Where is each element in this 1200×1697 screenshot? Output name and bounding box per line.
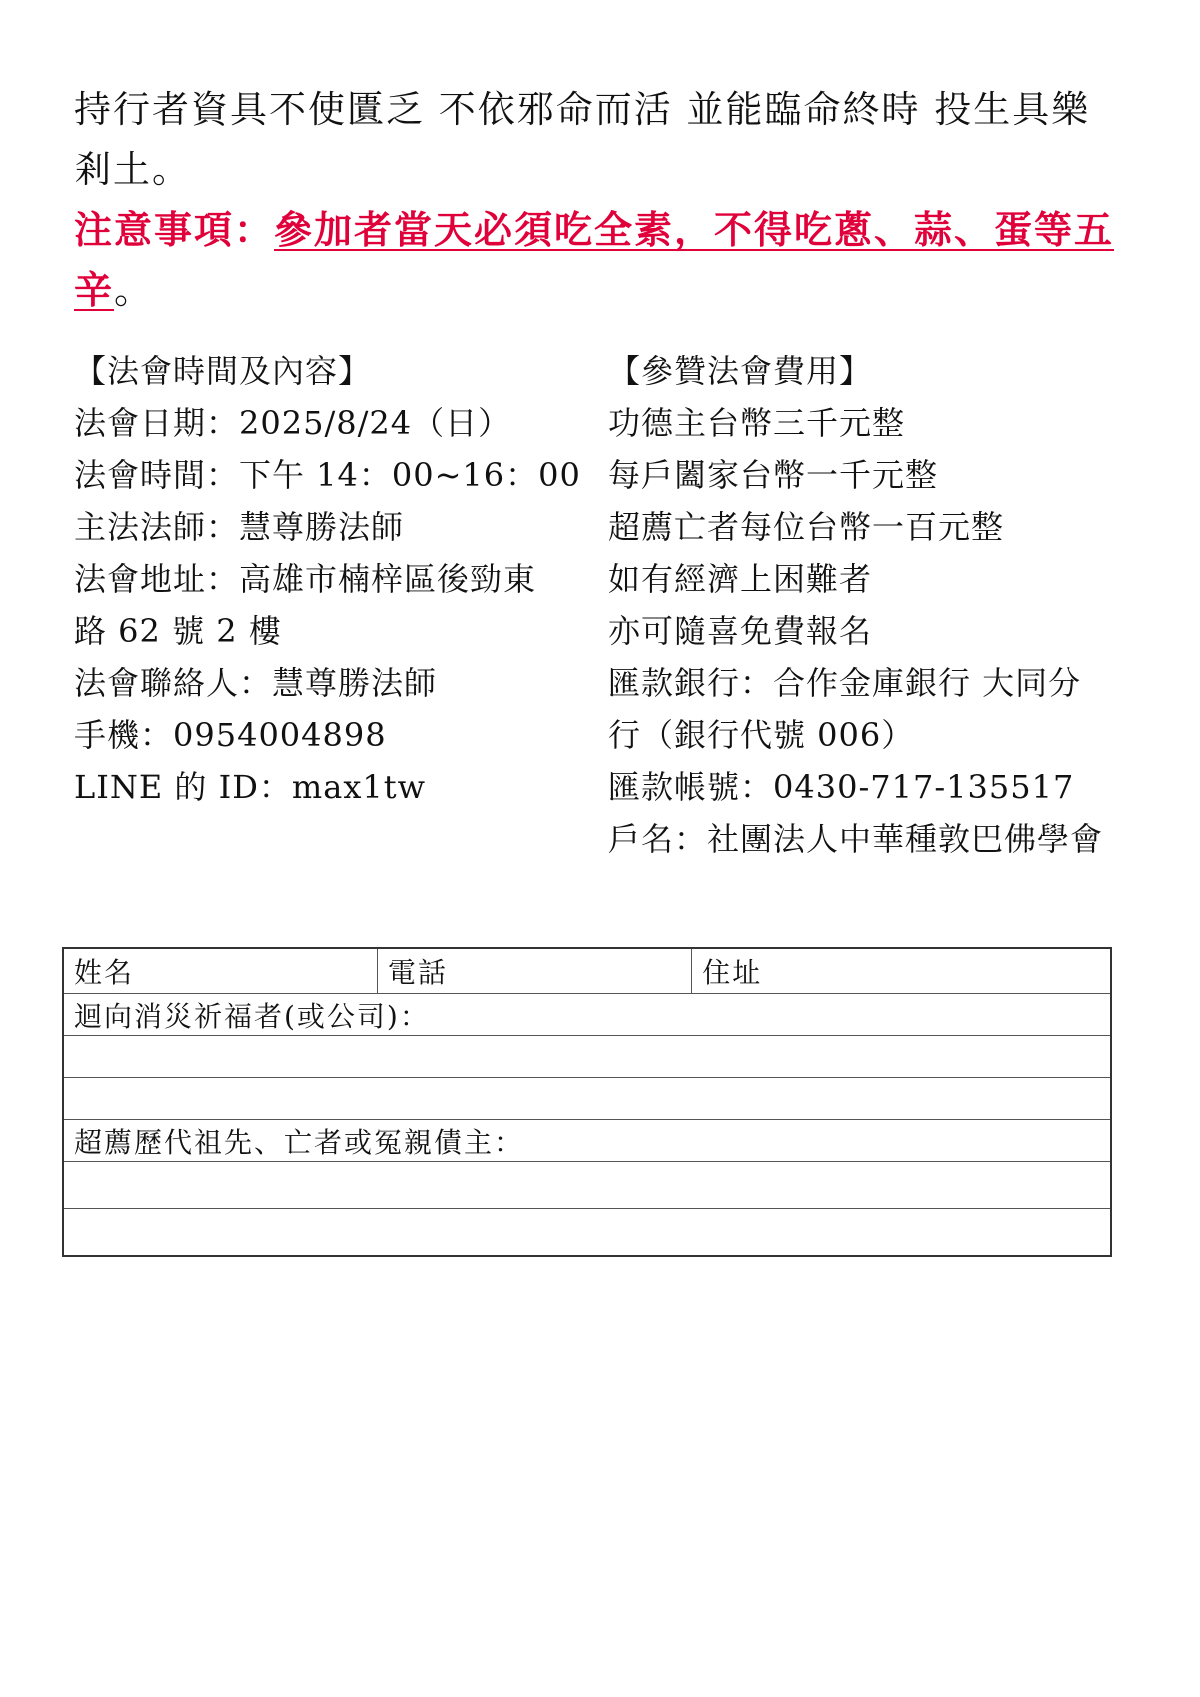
memorial-label-row: [63, 1120, 1111, 1162]
notice-label: 注意事項：: [74, 207, 275, 252]
fee-sponsor: 功德主台幣三千元整: [608, 404, 906, 442]
blessing-entry-row: [63, 1036, 1111, 1078]
ceremony-address: 法會地址：高雄市楠梓區後勁東路 62 號 2 樓: [74, 560, 537, 650]
fee-household: 每戶闔家台幣一千元整: [608, 456, 939, 494]
phone-field[interactable]: [377, 948, 691, 994]
blessing-field[interactable]: [63, 994, 1111, 1036]
memorial-entry-row: [63, 1162, 1111, 1209]
phone-label: 電話: [387, 956, 448, 989]
ceremony-master: 主法法師：慧尊勝法師: [74, 508, 405, 546]
intro-paragraph: 持行者資具不使匱乏 不依邪命而活 並能臨命終時 投生具樂剎土。: [74, 88, 1091, 191]
memorial-label: 超薦歷代祖先、亡者或冤親債主：: [74, 1125, 525, 1159]
fee-deceased: 超薦亡者每位台幣一百元整: [608, 508, 1005, 546]
name-label: 姓名: [74, 956, 135, 989]
blessing-label: 迴向消災祈福者(或公司)：: [74, 999, 430, 1033]
account-holder: 戶名：社團法人中華種敦巴佛學會: [608, 820, 1104, 858]
blessing-label-row: [63, 994, 1111, 1036]
notice-body: 參加者當天必須吃全素，不得吃蔥、蒜、蛋等五辛: [74, 207, 1115, 312]
ceremony-time: 法會時間：下午 14：00~16：00: [74, 456, 581, 494]
ceremony-contact: 法會聯絡人：慧尊勝法師: [74, 664, 438, 702]
fees-heading: 【參贊法會費用】: [608, 352, 873, 390]
ceremony-line-id: LINE 的 ID：max1tw: [74, 768, 426, 806]
fee-info: [608, 345, 1128, 865]
name-field[interactable]: [63, 948, 377, 994]
memorial-entry-1[interactable]: [63, 1162, 1111, 1209]
memorial-field[interactable]: [63, 1120, 1111, 1162]
blessing-entry-row: [63, 1078, 1111, 1120]
ceremony-phone: 手機：0954004898: [74, 716, 387, 754]
blessing-entry-2[interactable]: [63, 1078, 1111, 1120]
memorial-entry-2[interactable]: [63, 1209, 1111, 1257]
address-label: 住址: [702, 956, 763, 989]
fee-hardship-2: 亦可隨喜免費報名: [608, 612, 873, 650]
ceremony-info: [74, 345, 594, 813]
remit-account: 匯款帳號：0430-717-135517: [608, 768, 1075, 806]
notice-block: [74, 200, 1124, 320]
fee-hardship-1: 如有經濟上困難者: [608, 560, 873, 598]
ceremony-date: 法會日期：2025/8/24（日）: [74, 404, 512, 442]
form-header-row: [63, 948, 1111, 994]
notice-end: 。: [114, 268, 155, 312]
address-field[interactable]: [692, 948, 1111, 994]
ceremony-heading: 【法會時間及內容】: [74, 352, 372, 390]
remit-bank: 匯款銀行：合作金庫銀行 大同分行（銀行代號 006）: [608, 664, 1082, 754]
memorial-entry-row: [63, 1209, 1111, 1257]
blessing-entry-1[interactable]: [63, 1036, 1111, 1078]
registration-form: [62, 947, 1112, 1257]
